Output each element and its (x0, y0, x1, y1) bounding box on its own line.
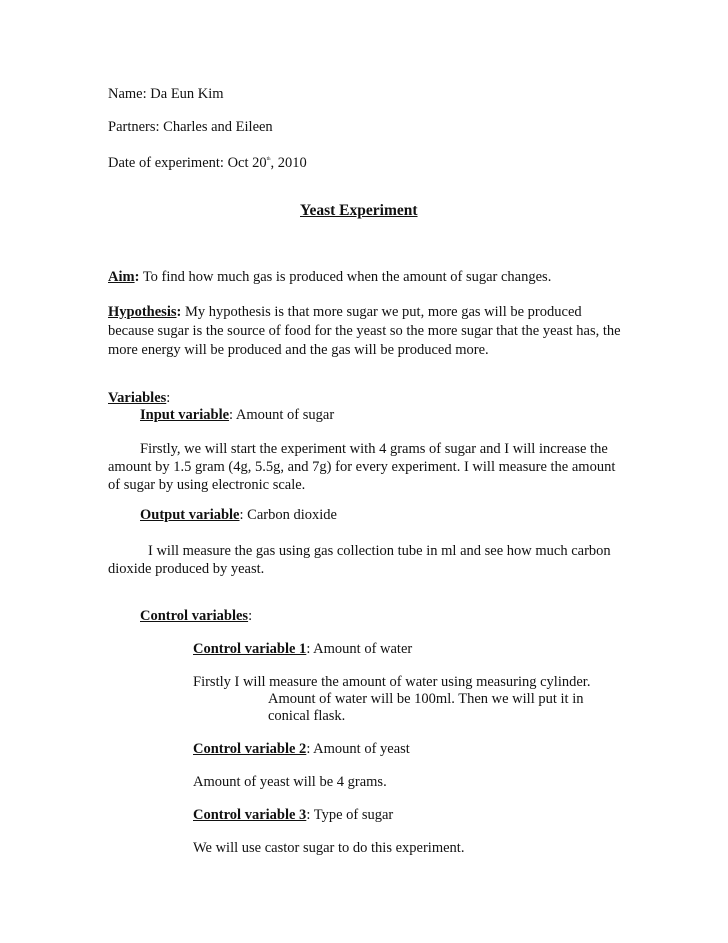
hypothesis-line-1: Hypothesis: My hypothesis is that more sugar we put, more gas will be produced (108, 304, 582, 320)
partners-value: Charles and Eileen (163, 119, 273, 135)
control-variable-3-line: Control variable 3: Type of sugar (193, 807, 394, 823)
hypothesis-line-2: because sugar is the source of food for the yeast so the more sugar that the yeast has, the (108, 323, 621, 339)
control-2-text-1: Amount of yeast will be 4 grams. (193, 774, 387, 790)
control-variable-2-line: Control variable 2: Amount of yeast (193, 741, 410, 757)
control-variable-1-line: Control variable 1: Amount of water (193, 641, 413, 657)
output-text-2: dioxide produced by yeast. (108, 561, 265, 577)
date-year: , 2010 (270, 155, 307, 171)
input-text-3: of sugar by using electronic scale. (108, 477, 306, 493)
hypothesis-text-1: My hypothesis is that more sugar we put, more gas will be produced (184, 304, 582, 320)
control-3-text-1: We will use castor sugar to do this experiment. (193, 840, 465, 856)
date-prefix: Oct 20 (227, 155, 267, 171)
name-label: Name: (108, 86, 147, 102)
control-variable-1-label: Control variable 1 (193, 641, 307, 657)
name-value: Da Eun Kim (150, 86, 224, 102)
aim-text: To find how much gas is produced when the amount of sugar changes. (142, 269, 552, 285)
aim-label: Aim (108, 269, 135, 285)
control-variable-3-label: Control variable 3 (193, 807, 307, 823)
input-variable-label: Input variable (140, 407, 230, 423)
date-label: Date of experiment: (108, 155, 224, 171)
output-variable-value: Carbon dioxide (247, 507, 337, 523)
input-variable-line: Input variable: Amount of sugar (140, 407, 335, 423)
partners-label: Partners: (108, 119, 160, 135)
control-variable-3-value: Type of sugar (313, 807, 394, 823)
control-1-text-1: Firstly I will measure the amount of water using measuring cylinder. (193, 674, 591, 690)
input-text-1: Firstly, we will start the experiment with 4 grams of sugar and I will increase the (140, 441, 608, 457)
control-variables-label: Control variables (140, 608, 249, 624)
variables-label: Variables (108, 390, 167, 406)
control-1-text-2: Amount of water will be 100ml. Then we will put it in (268, 691, 584, 707)
control-1-text-3: conical flask. (268, 708, 346, 724)
variables-heading: Variables: (108, 390, 171, 406)
output-text-1: I will measure the gas using gas collection tube in ml and see how much carbon (148, 543, 611, 559)
hypothesis-label: Hypothesis (108, 304, 177, 320)
name-line (108, 85, 224, 103)
control-variable-2-value: Amount of yeast (313, 741, 410, 757)
input-text-2: amount by 1.5 gram (4g, 5.5g, and 7g) for every experiment. I will measure the amount (108, 459, 616, 475)
date-line (108, 151, 307, 172)
hypothesis-line-3: more energy will be produced and the gas will be produced more. (108, 342, 489, 358)
aim-line: Aim: To find how much gas is produced when the amount of sugar changes. (108, 269, 552, 285)
date-suffix: th (266, 157, 271, 162)
input-variable-value: Amount of sugar (235, 407, 335, 423)
control-variable-1-value: Amount of water (313, 641, 413, 657)
partners-line (108, 118, 273, 136)
output-variable-line: Output variable: Carbon dioxide (140, 507, 337, 523)
output-variable-label: Output variable (140, 507, 240, 523)
control-variables-heading: Control variables: (140, 608, 253, 624)
page-title: Yeast Experiment (300, 202, 418, 219)
control-variable-2-label: Control variable 2 (193, 741, 307, 757)
